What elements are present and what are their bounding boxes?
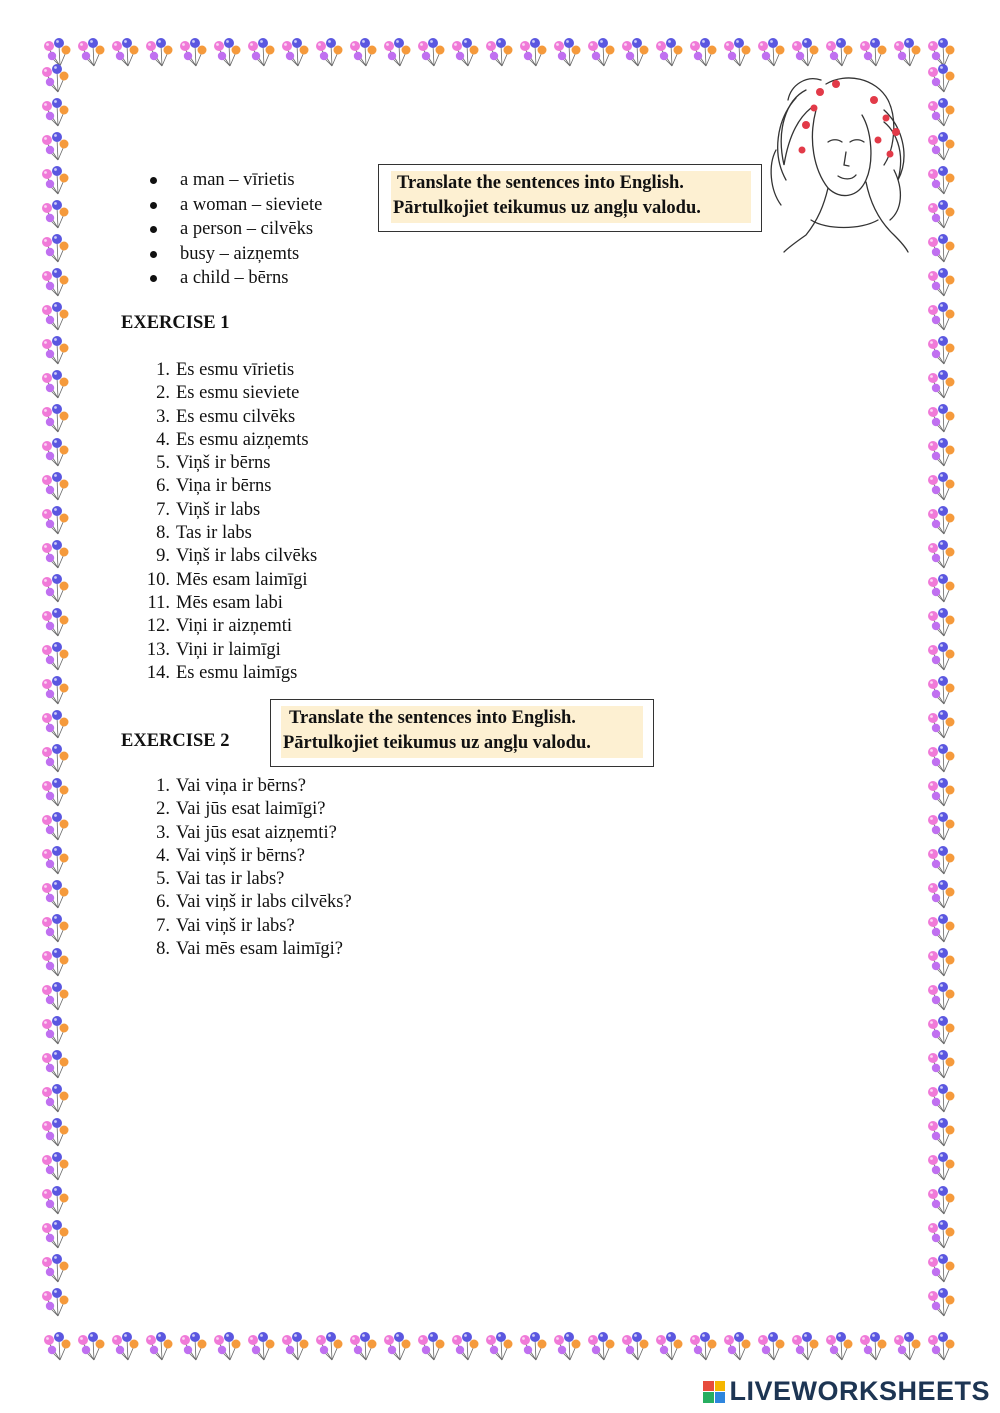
item-sentence: Tas ir labs — [176, 523, 252, 544]
vocabulary-item — [150, 217, 322, 242]
balloon-icon — [38, 844, 72, 878]
balloon-icon — [38, 572, 72, 606]
item-number: 4. — [156, 845, 170, 866]
balloon-icon — [38, 368, 72, 402]
balloon-icon — [754, 1330, 788, 1364]
balloon-icon — [38, 912, 72, 946]
item-sentence: Vai tas ir labs? — [176, 869, 285, 890]
balloon-icon — [924, 402, 958, 436]
exercise-2-list — [144, 775, 352, 961]
balloon-icon — [550, 36, 584, 70]
exercise-item — [144, 452, 317, 475]
balloon-icon — [38, 1286, 72, 1320]
balloon-icon — [618, 1330, 652, 1364]
balloon-icon — [312, 36, 346, 70]
balloon-icon — [924, 1116, 958, 1150]
item-number: 3. — [156, 822, 170, 843]
exercise-item — [144, 639, 317, 662]
balloon-icon — [312, 1330, 346, 1364]
balloon-icon — [108, 1330, 142, 1364]
balloon-icon — [38, 674, 72, 708]
balloon-icon — [924, 1082, 958, 1116]
balloon-icon — [924, 368, 958, 402]
balloon-icon — [516, 1330, 550, 1364]
exercise-item — [144, 569, 317, 592]
balloon-icon — [38, 130, 72, 164]
item-sentence: Es esmu cilvēks — [176, 406, 296, 427]
item-number: 13. — [146, 639, 170, 660]
balloon-icon — [38, 708, 72, 742]
balloon-icon — [924, 878, 958, 912]
exercise-item — [144, 798, 352, 821]
balloon-icon — [38, 1184, 72, 1218]
item-sentence: Viņi ir aizņemti — [176, 616, 293, 637]
bullet-icon — [150, 177, 157, 184]
vocabulary-item — [150, 242, 322, 267]
exercise-1-list — [144, 359, 317, 685]
balloon-icon — [924, 164, 958, 198]
balloon-icon — [788, 1330, 822, 1364]
exercise-1-heading: EXERCISE 1 — [121, 313, 230, 333]
balloon-icon — [856, 1330, 890, 1364]
balloon-icon — [448, 1330, 482, 1364]
balloon-icon — [210, 36, 244, 70]
balloon-icon — [380, 36, 414, 70]
balloon-icon — [38, 640, 72, 674]
instruction-box-exercise-2 — [270, 699, 654, 767]
balloon-icon — [924, 1048, 958, 1082]
balloon-icon — [448, 36, 482, 70]
balloon-icon — [924, 504, 958, 538]
exercise-item — [144, 382, 317, 405]
item-sentence: Viņi ir laimīgi — [176, 639, 281, 660]
balloon-icon — [482, 36, 516, 70]
balloon-icon — [38, 1048, 72, 1082]
exercise-item — [144, 592, 317, 615]
balloon-icon — [38, 62, 72, 96]
balloon-border-bottom — [40, 1330, 962, 1366]
balloon-icon — [584, 1330, 618, 1364]
item-number: 7. — [156, 499, 170, 520]
balloon-icon — [924, 1252, 958, 1286]
vocabulary-text: a man – vīrietis — [180, 170, 295, 190]
item-number: 5. — [156, 869, 170, 890]
balloon-icon — [924, 980, 958, 1014]
balloon-icon — [244, 1330, 278, 1364]
balloon-icon — [38, 1252, 72, 1286]
item-number: 3. — [156, 406, 170, 427]
balloon-icon — [686, 1330, 720, 1364]
item-sentence: Mēs esam laimīgi — [176, 569, 308, 590]
balloon-icon — [38, 1218, 72, 1252]
exercise-item — [144, 406, 317, 429]
balloon-icon — [924, 946, 958, 980]
balloon-icon — [924, 62, 958, 96]
balloon-icon — [924, 232, 958, 266]
balloon-icon — [924, 1150, 958, 1184]
item-number: 7. — [156, 915, 170, 936]
vocabulary-text: a child – bērns — [180, 268, 289, 289]
woman-sketch-illustration — [766, 70, 916, 255]
balloon-icon — [924, 606, 958, 640]
balloon-icon — [38, 334, 72, 368]
vocabulary-text: busy – aizņemts — [180, 243, 300, 264]
vocabulary-text: a person – cilvēks — [180, 219, 314, 240]
balloon-icon — [924, 334, 958, 368]
balloon-icon — [822, 36, 856, 70]
balloon-icon — [346, 36, 380, 70]
balloon-icon — [550, 1330, 584, 1364]
balloon-icon — [142, 36, 176, 70]
balloon-icon — [890, 1330, 924, 1364]
balloon-icon — [652, 1330, 686, 1364]
balloon-icon — [788, 36, 822, 70]
balloon-icon — [244, 36, 278, 70]
item-number: 11. — [147, 592, 170, 613]
item-sentence: Viņš ir bērns — [176, 453, 271, 474]
balloon-icon — [482, 1330, 516, 1364]
balloon-icon — [924, 912, 958, 946]
exercise-item — [144, 615, 317, 638]
item-number: 2. — [156, 383, 170, 404]
liveworksheets-logo-icon — [703, 1381, 725, 1403]
balloon-icon — [924, 538, 958, 572]
exercise-item — [144, 522, 317, 545]
exercise-item — [144, 662, 317, 685]
instruction-english: Translate the sentences into English. — [397, 173, 684, 193]
exercise-item — [144, 545, 317, 568]
item-sentence: Viņš ir labs — [176, 499, 261, 520]
item-sentence: Es esmu vīrietis — [176, 360, 295, 380]
bullet-icon — [150, 226, 157, 233]
balloon-icon — [38, 266, 72, 300]
balloon-icon — [176, 1330, 210, 1364]
bullet-icon — [150, 275, 157, 282]
balloon-icon — [38, 96, 72, 130]
item-number: 6. — [156, 892, 170, 913]
balloon-icon — [38, 1014, 72, 1048]
balloon-icon — [720, 1330, 754, 1364]
balloon-icon — [38, 776, 72, 810]
vocabulary-text: a woman – sieviete — [180, 194, 323, 215]
item-sentence: Vai mēs esam laimīgi? — [176, 939, 343, 960]
item-number: 9. — [156, 546, 170, 567]
item-number: 1. — [156, 360, 170, 380]
balloon-icon — [38, 1116, 72, 1150]
balloon-icon — [516, 36, 550, 70]
balloon-icon — [38, 436, 72, 470]
vocabulary-item — [150, 193, 322, 218]
exercise-item — [144, 938, 352, 961]
item-number: 4. — [156, 429, 170, 450]
vocabulary-item — [150, 266, 322, 291]
balloon-icon — [924, 96, 958, 130]
balloon-icon — [38, 1082, 72, 1116]
item-number: 8. — [156, 523, 170, 544]
bullet-icon — [150, 251, 157, 258]
balloon-icon — [38, 504, 72, 538]
balloon-icon — [924, 844, 958, 878]
vocabulary-list — [150, 168, 322, 291]
bullet-icon — [150, 202, 157, 209]
balloon-icon — [414, 36, 448, 70]
exercise-item — [144, 822, 352, 845]
item-sentence: Es esmu sieviete — [176, 383, 300, 404]
balloon-icon — [380, 1330, 414, 1364]
balloon-icon — [924, 198, 958, 232]
exercise-item — [144, 475, 317, 498]
balloon-icon — [924, 1286, 958, 1320]
balloon-border-top — [40, 36, 962, 70]
item-sentence: Vai viņa ir bērns? — [176, 776, 306, 796]
item-number: 8. — [156, 939, 170, 960]
instruction-latvian-2: Pārtulkojiet teikumus uz angļu valodu. — [283, 733, 591, 753]
item-sentence: Mēs esam labi — [176, 592, 283, 613]
balloon-icon — [720, 36, 754, 70]
balloon-icon — [924, 130, 958, 164]
balloon-icon — [584, 36, 618, 70]
exercise-item — [144, 499, 317, 522]
balloon-icon — [414, 1330, 448, 1364]
balloon-icon — [38, 232, 72, 266]
balloon-icon — [278, 36, 312, 70]
balloon-icon — [38, 980, 72, 1014]
item-sentence: Vai jūs esat laimīgi? — [176, 799, 326, 820]
exercise-item — [144, 891, 352, 914]
balloon-icon — [38, 538, 72, 572]
balloon-icon — [924, 1218, 958, 1252]
vocabulary-item — [150, 168, 322, 193]
balloon-icon — [924, 640, 958, 674]
balloon-icon — [38, 810, 72, 844]
item-number: 14. — [146, 662, 170, 683]
balloon-icon — [822, 1330, 856, 1364]
balloon-icon — [856, 36, 890, 70]
balloon-icon — [924, 708, 958, 742]
item-sentence: Es esmu aizņemts — [176, 429, 309, 450]
item-sentence: Vai jūs esat aizņemti? — [176, 822, 337, 843]
item-number: 6. — [156, 476, 170, 497]
balloon-icon — [38, 198, 72, 232]
balloon-icon — [38, 470, 72, 504]
balloon-icon — [142, 1330, 176, 1364]
item-number: 12. — [146, 616, 170, 637]
balloon-border-left — [38, 62, 72, 1342]
balloon-icon — [924, 470, 958, 504]
item-number: 5. — [156, 453, 170, 474]
exercise-item — [144, 359, 317, 382]
item-sentence: Viņš ir labs cilvēks — [176, 546, 318, 567]
item-sentence: Vai viņš ir labs cilvēks? — [176, 892, 352, 913]
balloon-icon — [924, 810, 958, 844]
item-sentence: Vai viņš ir labs? — [176, 915, 295, 936]
balloon-icon — [38, 402, 72, 436]
balloon-icon — [924, 266, 958, 300]
item-number: 1. — [156, 776, 170, 796]
balloon-icon — [652, 36, 686, 70]
balloon-icon — [278, 1330, 312, 1364]
liveworksheets-logo — [703, 1376, 990, 1407]
balloon-icon — [74, 36, 108, 70]
balloon-icon — [210, 1330, 244, 1364]
balloon-icon — [924, 674, 958, 708]
item-sentence: Es esmu laimīgs — [176, 662, 298, 683]
balloon-icon — [38, 300, 72, 334]
instruction-box-top — [378, 164, 762, 232]
item-number: 2. — [156, 799, 170, 820]
balloon-icon — [176, 36, 210, 70]
balloon-icon — [686, 36, 720, 70]
instruction-latvian: Pārtulkojiet teikumus uz angļu valodu. — [393, 198, 701, 218]
balloon-icon — [924, 1014, 958, 1048]
balloon-icon — [924, 1184, 958, 1218]
balloon-icon — [38, 164, 72, 198]
balloon-icon — [74, 1330, 108, 1364]
exercise-item — [144, 915, 352, 938]
instruction-english-2: Translate the sentences into English. — [289, 708, 576, 728]
exercise-2-heading: EXERCISE 2 — [121, 731, 230, 751]
item-number: 10. — [146, 569, 170, 590]
balloon-icon — [38, 946, 72, 980]
exercise-item — [144, 868, 352, 891]
liveworksheets-wordmark: LIVEWORKSHEETS — [729, 1376, 990, 1406]
exercise-item — [144, 429, 317, 452]
balloon-icon — [618, 36, 652, 70]
balloon-icon — [924, 742, 958, 776]
balloon-icon — [924, 300, 958, 334]
balloon-icon — [38, 1150, 72, 1184]
balloon-icon — [754, 36, 788, 70]
balloon-icon — [924, 436, 958, 470]
exercise-item — [144, 845, 352, 868]
balloon-icon — [346, 1330, 380, 1364]
balloon-icon — [924, 776, 958, 810]
balloon-icon — [38, 742, 72, 776]
balloon-icon — [38, 878, 72, 912]
balloon-icon — [108, 36, 142, 70]
balloon-border-right — [924, 62, 958, 1342]
balloon-icon — [890, 36, 924, 70]
exercise-item — [144, 775, 352, 798]
item-sentence: Vai viņš ir bērns? — [176, 845, 305, 866]
balloon-icon — [38, 606, 72, 640]
balloon-icon — [924, 572, 958, 606]
item-sentence: Viņa ir bērns — [176, 476, 272, 497]
